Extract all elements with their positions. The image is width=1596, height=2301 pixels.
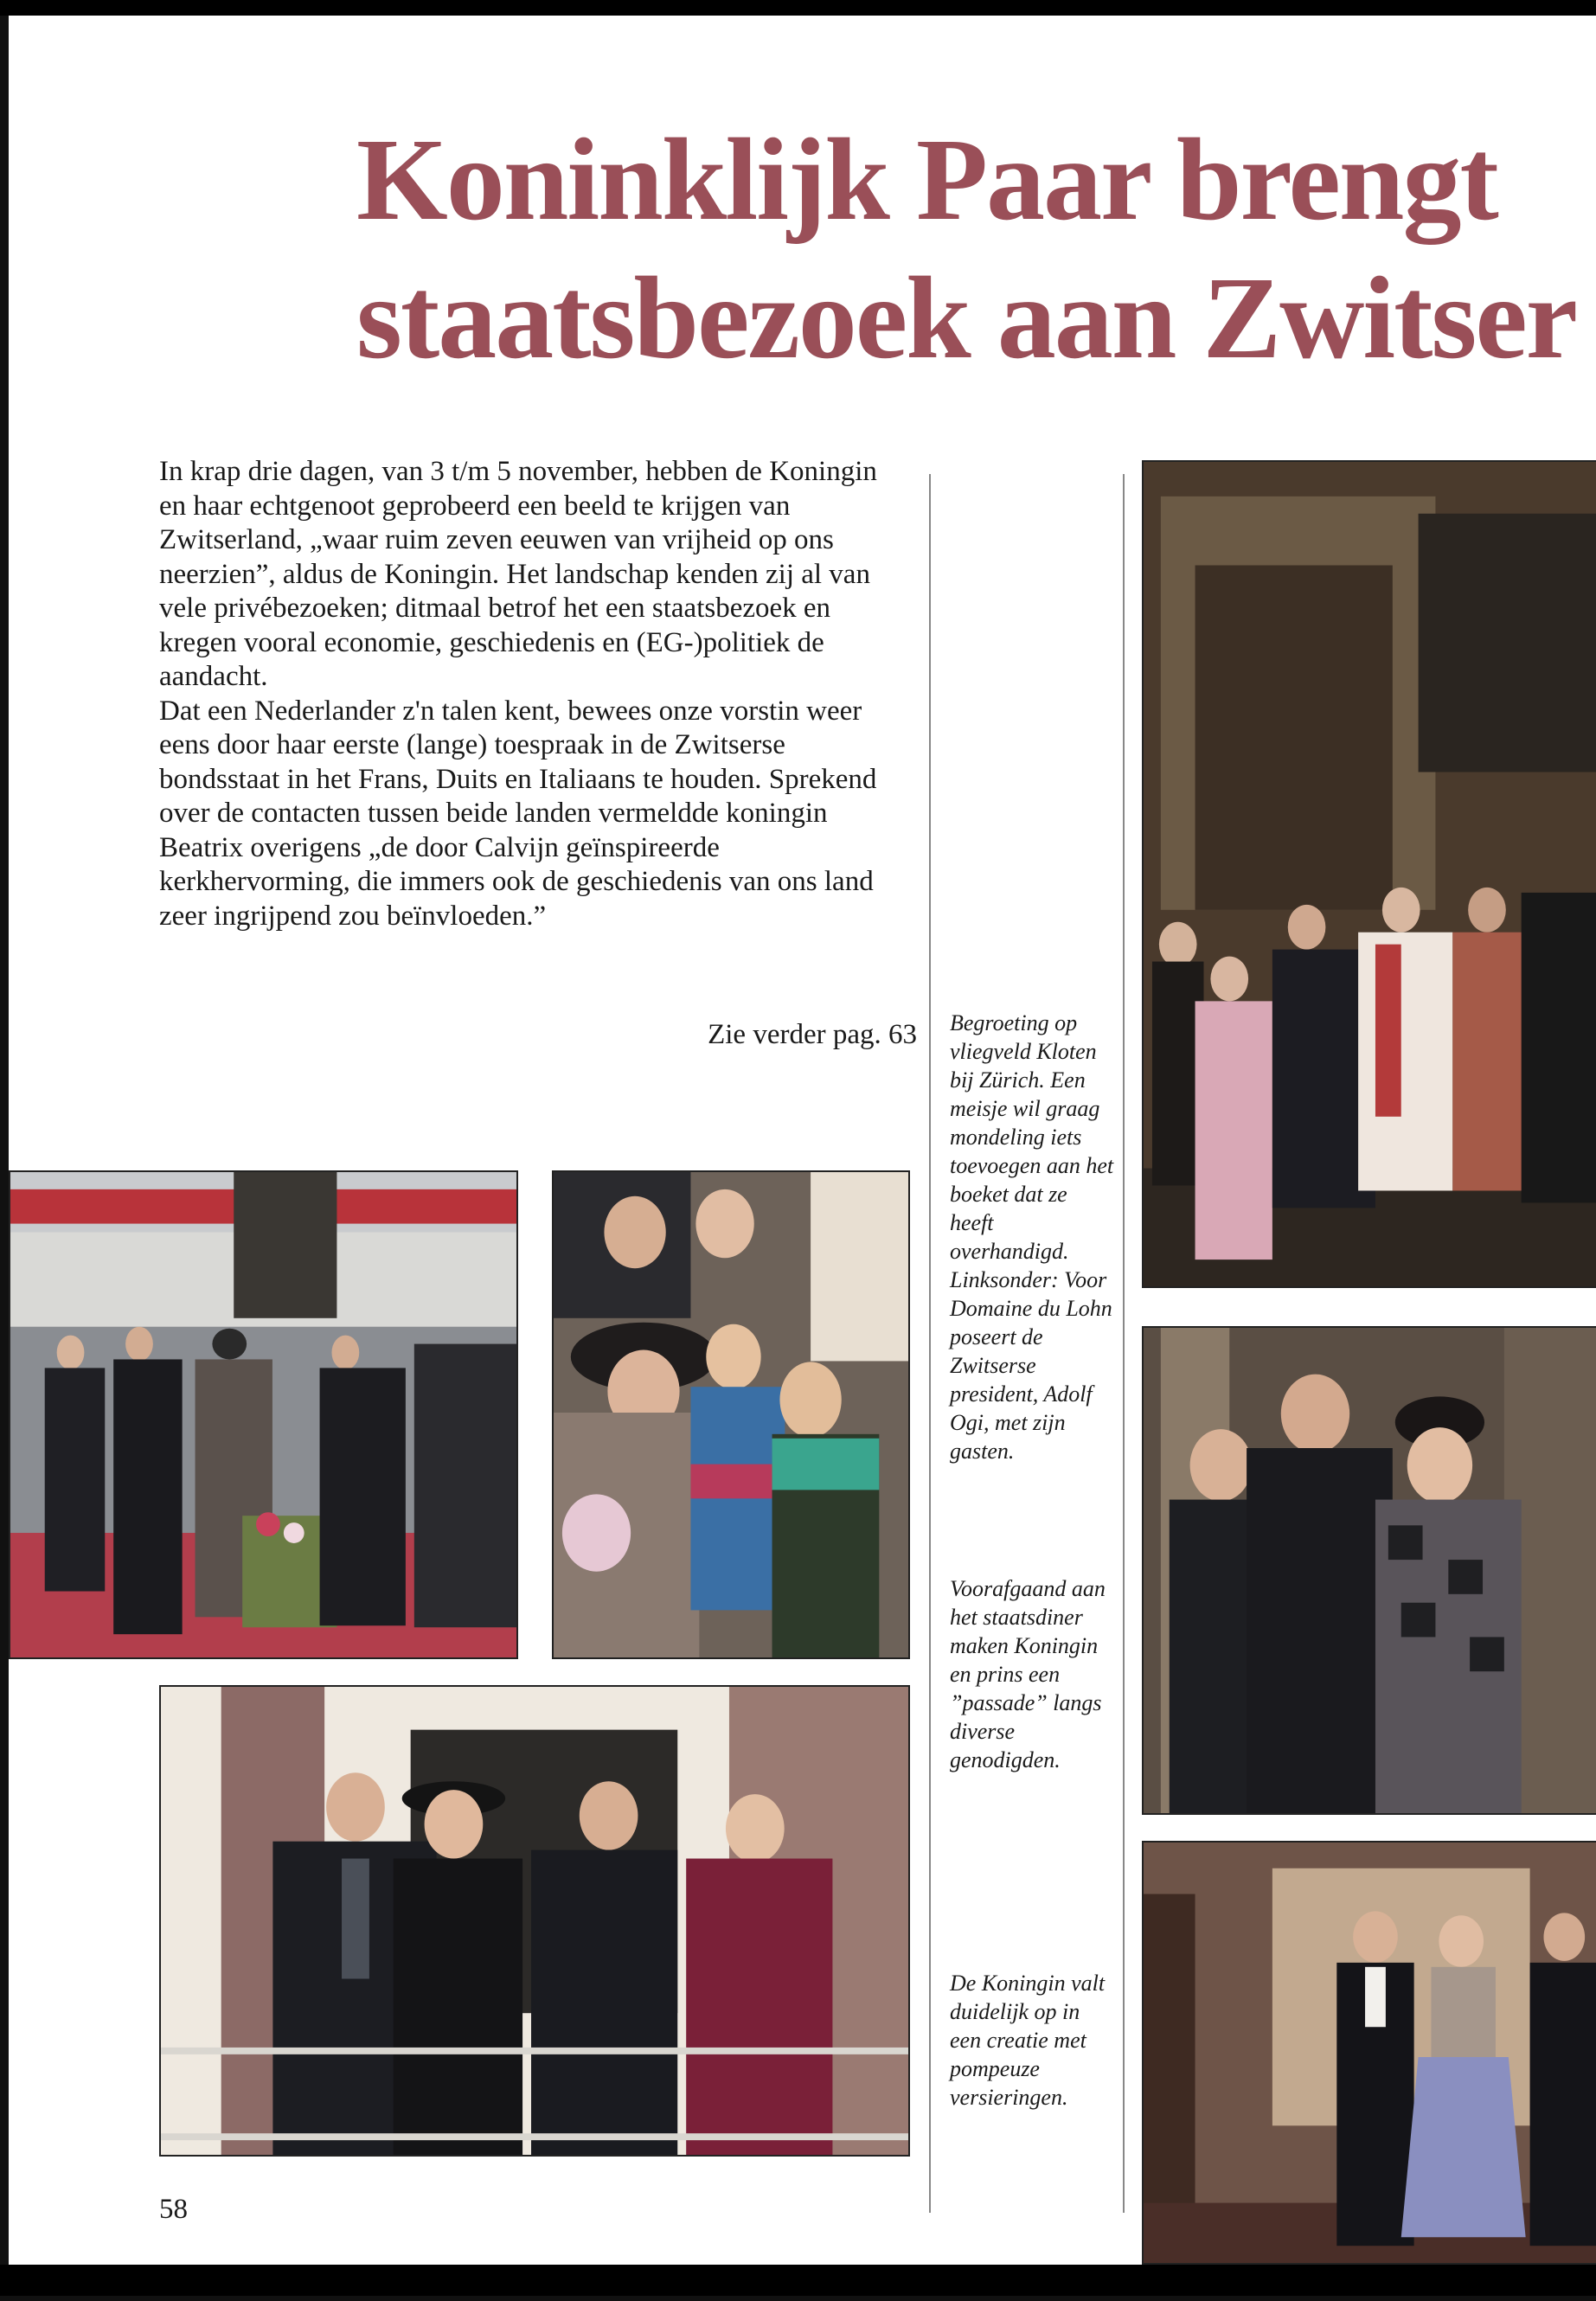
caption-gown: De Koningin valt duidelijk op in een creatie met pompeuze versieringen. (950, 1971, 1106, 2110)
column-rule-right (1123, 474, 1125, 2213)
scan-edge (0, 2296, 1596, 2301)
magazine-page (0, 16, 1596, 2265)
title-line-2: staatsbezoek aan Zwitser (356, 253, 1577, 383)
photo-state-dinner (1142, 1841, 1596, 2265)
title-line-1: Koninklijk Paar brengt (356, 115, 1497, 245)
page-edge (0, 16, 9, 2265)
caption-airport: Begroeting op vliegveld Kloten bij Zürich. Een meisje wil graag mondeling iets toevoegen aan het boeket dat ze heeft overhandigd. Linksonder: Voor Domaine du Lohn poseert de Zwitserse president, Adolf Ogi, met zijn gasten. (950, 1010, 1114, 1464)
page-number: 58 (159, 2194, 188, 2225)
photo-reception-hall (1142, 460, 1596, 1288)
article-title (356, 111, 1596, 388)
column-rule-left (929, 474, 931, 2213)
intro-paragraph: In krap drie dagen, van 3 t/m 5 november, hebben de Koningin en haar echtgenoot geprobeerd een beeld te krijgen van Zwitserland, „waar ruim zeven eeuwen van vrijheid op ons neerzien”, aldus de Koningin. Het landschap kenden zij al van vele privébezoeken; ditmaal betrof het een staatsbezoek en kregen vooral economie, geschiedenis en (EG-)politiek de aandacht. Dat een Nederlander z'n talen kent, bewees onze vorstin weer eens door haar eerste (lange) toespraak in de Zwitserse bondsstaat in het Frans, Duits en Italiaans te houden. Sprekend over de contacten tussen beide landen vermeldde koningin Beatrix overigens „de door Calvijn geïnspireerde kerkhervorming, die immers ook de geschiedenis van ons land zeer ingrijpend zou beïnvloeden.” (159, 456, 877, 932)
continue-reference: Zie verder pag. 63 (708, 1019, 917, 1050)
caption-passade: Voorafgaand aan het staatsdiner maken Koningin en prins een ”passade” langs diverse genodigden. (950, 1576, 1106, 1772)
photo-balcony-group (159, 1685, 910, 2157)
photo-queen-with-child (552, 1170, 910, 1659)
photo-passade-greeting (1142, 1326, 1596, 1815)
photo-airport-arrival (9, 1170, 518, 1659)
